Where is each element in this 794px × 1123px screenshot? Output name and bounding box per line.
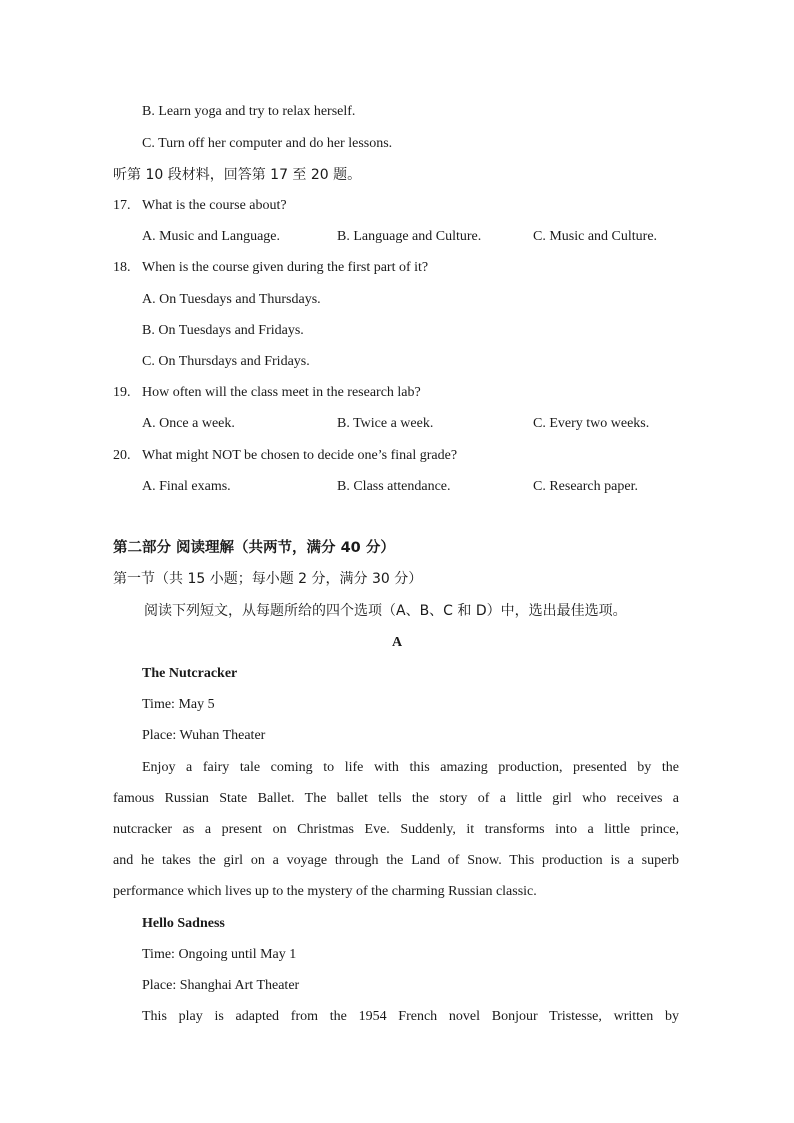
- q17-option-c: C. Music and Culture.: [533, 229, 658, 244]
- paragraph-line: performance which lives up to the mystery of the charming Russian classic.: [113, 884, 537, 899]
- q18-option-b: B. On Tuesdays and Fridays.: [142, 323, 304, 338]
- event-title-hello-sadness: Hello Sadness: [142, 916, 225, 931]
- question-19: [113, 383, 421, 403]
- event-time: Time: May 5: [142, 697, 215, 712]
- question-text: What might NOT be chosen to decide one’s final grade?: [142, 448, 458, 463]
- question-number: 17.: [113, 198, 131, 213]
- q20-option-c: C. Research paper.: [533, 479, 638, 494]
- q20-option-b: B. Class attendance.: [337, 479, 451, 494]
- event-title-nutcracker: The Nutcracker: [142, 666, 238, 681]
- question-text: When is the course given during the first part of it?: [142, 260, 429, 275]
- paragraph-line: This play is adapted from the 1954 French novel Bonjour Tristesse, written by: [142, 1009, 679, 1024]
- question-18: [113, 258, 428, 278]
- event-place: Place: Shanghai Art Theater: [142, 978, 300, 993]
- section10-instruction: 听第 10 段材料，回答第 17 至 20 题。: [113, 167, 362, 183]
- q17-option-b: B. Language and Culture.: [337, 229, 482, 244]
- question-number: 18.: [113, 260, 131, 275]
- event-time: Time: Ongoing until May 1: [142, 947, 297, 962]
- paragraph-line: Enjoy a fairy tale coming to life with this amazing production, presented by the: [142, 760, 679, 775]
- q18-option-a: A. On Tuesdays and Thursdays.: [142, 292, 321, 307]
- reading-instruction: 阅读下列短文，从每题所给的四个选项（A、B、C 和 D）中，选出最佳选项。: [144, 603, 627, 619]
- paragraph-line: nutcracker as a present on Christmas Eve. Suddenly, it transforms into a little prince,: [113, 822, 679, 837]
- q16-option-c: C. Turn off her computer and do her lessons.: [142, 136, 393, 151]
- question-text: How often will the class meet in the research lab?: [142, 385, 421, 400]
- question-text: What is the course about?: [142, 198, 287, 213]
- q18-option-c: C. On Thursdays and Fridays.: [142, 354, 310, 369]
- part-two-title: 第二部分 阅读理解（共两节，满分 40 分）: [113, 540, 395, 556]
- q17-option-a: A. Music and Language.: [142, 229, 281, 244]
- q19-option-c: C. Every two weeks.: [533, 416, 650, 431]
- paragraph-line: and he takes the girl on a voyage through the Land of Snow. This production is a superb: [113, 853, 679, 868]
- event-place: Place: Wuhan Theater: [142, 728, 266, 743]
- q19-option-a: A. Once a week.: [142, 416, 235, 431]
- q16-option-b: B. Learn yoga and try to relax herself.: [142, 104, 356, 119]
- section-one-title: 第一节（共 15 小题；每小题 2 分，满分 30 分）: [113, 571, 423, 587]
- question-17: [113, 196, 287, 216]
- passage-letter: A: [391, 635, 403, 650]
- q20-option-a: A. Final exams.: [142, 479, 231, 494]
- q19-option-b: B. Twice a week.: [337, 416, 434, 431]
- question-20: [113, 446, 457, 466]
- question-number: 20.: [113, 448, 131, 463]
- paragraph-line: famous Russian State Ballet. The ballet tells the story of a little girl who receives a: [113, 791, 679, 806]
- question-number: 19.: [113, 385, 131, 400]
